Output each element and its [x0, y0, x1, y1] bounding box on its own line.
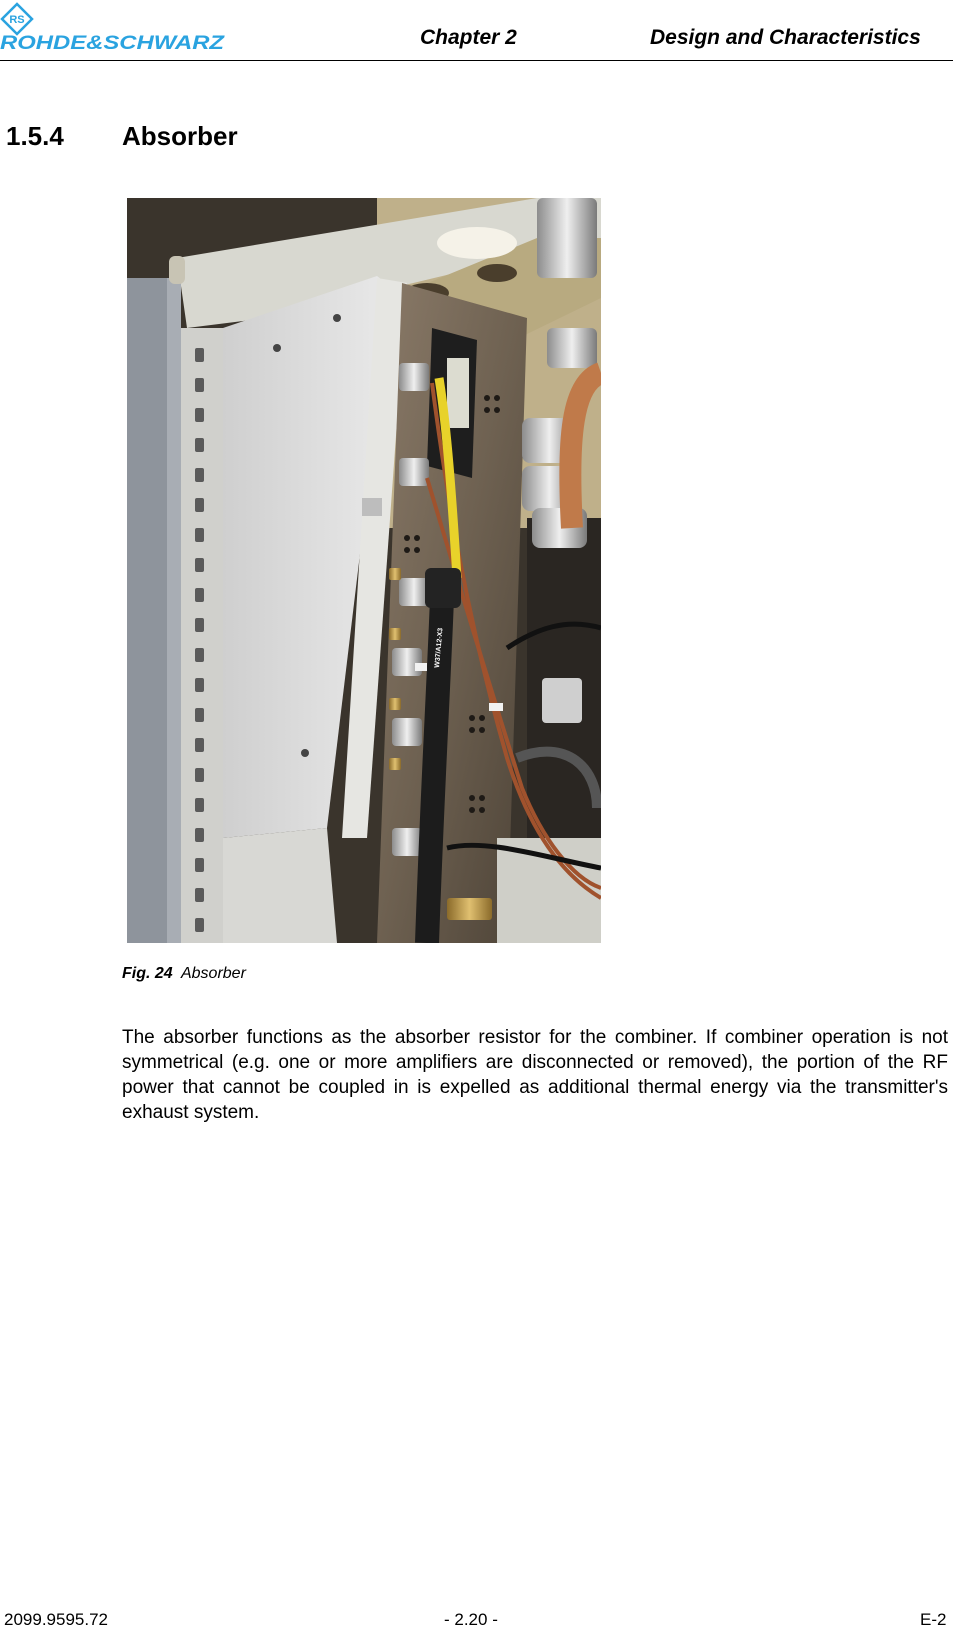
rohde-schwarz-logo	[0, 2, 230, 52]
type-label-sticker	[447, 358, 469, 428]
panel-screw	[301, 749, 309, 757]
cable-marking: W37/A12-X3	[434, 627, 445, 669]
right-angle-adapter	[425, 568, 461, 608]
heading-title: Absorber	[122, 121, 238, 151]
header-rule	[0, 60, 953, 61]
side-panel-lower	[223, 828, 337, 943]
edition-label: E-2	[920, 1610, 947, 1629]
panel-screw	[273, 344, 281, 352]
rack-handle	[169, 256, 185, 284]
cable-tie	[489, 703, 503, 711]
svg-text:RS: RS	[9, 14, 25, 26]
figure-label: Fig. 24	[122, 965, 173, 982]
bracket-clamp	[362, 498, 382, 516]
d-sub-connector	[542, 678, 582, 723]
vent-hole	[477, 264, 517, 282]
figure-caption-text: Absorber	[180, 965, 246, 982]
vent-hole	[437, 227, 517, 259]
panel-screw	[333, 314, 341, 322]
section-title: Design and Characteristics	[650, 26, 921, 49]
page-number: - 2.20 -	[444, 1610, 498, 1629]
absorber-photo	[127, 198, 601, 943]
chapter-label: Chapter 2	[420, 26, 517, 49]
figure-caption	[122, 965, 246, 983]
cable-tie	[415, 663, 427, 671]
rs-diamond-icon	[2, 4, 32, 34]
rack-rail-edge	[167, 278, 181, 943]
heading-number: 1.5.4	[6, 121, 64, 151]
body-paragraph: The absorber functions as the absorber resistor for the combiner. If combiner operation is not symmetrical (e.g. one or more amplifiers are disconnected or removed), the portion of the RF power that cannot be coupled in is expelled as additional thermal energy via the transmitter's exhaust system.	[122, 1027, 948, 1123]
lower-housing	[497, 838, 601, 943]
document-number: 2099.9595.72	[4, 1610, 108, 1629]
logo-text: ROHDE&SCHWARZ	[0, 33, 226, 52]
